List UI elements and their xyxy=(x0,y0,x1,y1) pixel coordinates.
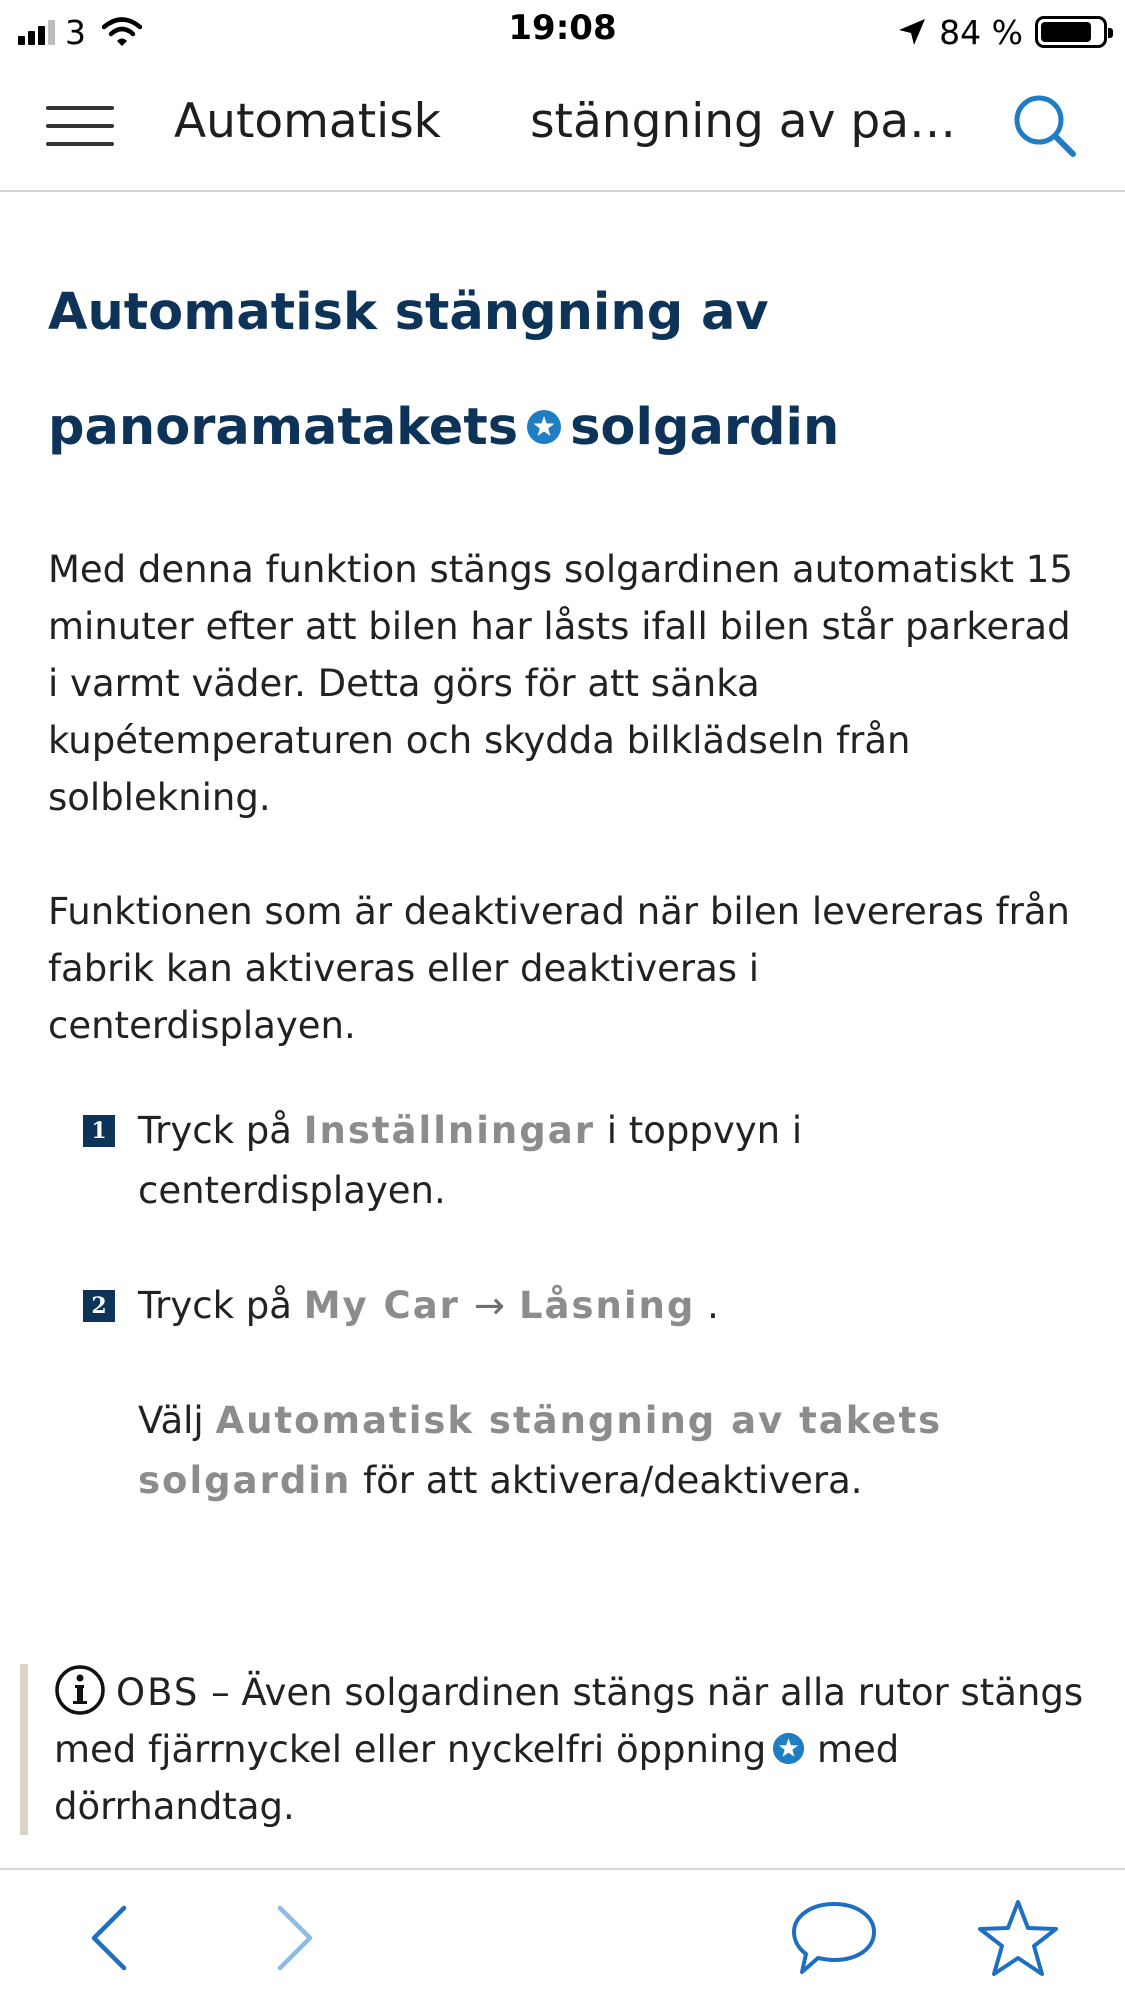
intro-paragraph: Med denna funktion stängs solgardinen automatiskt 15 minuter efter att bilen har låsts ifall bilen står parkerad i varmt väder. Detta görs för att sänka kupétemperaturen och skydda bilklädseln från solblekning. xyxy=(48,548,1073,819)
bottom-toolbar xyxy=(0,1868,1125,2001)
step-1-post: i toppvyn i centerdisplayen. xyxy=(138,1109,803,1212)
article-title xyxy=(48,255,1078,485)
comment-icon[interactable] xyxy=(788,1898,880,1978)
status-time: 19:08 xyxy=(508,8,617,48)
battery-level-fill xyxy=(1041,22,1091,42)
article-content xyxy=(48,192,1078,1511)
substep-pre: Välj xyxy=(138,1399,216,1442)
substep-post: för att aktivera/deaktivera. xyxy=(363,1459,863,1502)
battery-icon xyxy=(1035,16,1107,48)
steps-list xyxy=(83,1101,1078,1511)
favorite-star-icon[interactable] xyxy=(976,1898,1060,1978)
star-badge-icon[interactable] xyxy=(772,1732,805,1765)
menu-icon[interactable] xyxy=(46,102,114,150)
back-chevron-icon[interactable] xyxy=(80,1904,140,1972)
step-1 xyxy=(83,1101,1078,1221)
activation-paragraph: Funktionen som är deaktiverad när bilen levereras från fabrik kan aktiveras eller deaktiveras i centerdisplayen. xyxy=(48,890,1070,1047)
note-text-end: med dörrhandtag. xyxy=(54,1728,900,1828)
step-2-arrow: → xyxy=(473,1284,505,1327)
step-1-pre: Tryck på xyxy=(138,1109,304,1152)
note-dash: – xyxy=(199,1671,242,1714)
location-arrow-icon xyxy=(897,17,927,47)
step-2-highlight-mycar: My Car xyxy=(303,1284,460,1327)
article-title-end: solgardin xyxy=(570,398,840,457)
battery-cap xyxy=(1108,28,1113,38)
status-right xyxy=(897,10,1107,54)
header-title-part2: stängning av pa… xyxy=(530,94,956,149)
step-2 xyxy=(83,1276,1078,1511)
substep-highlight: Automatisk stängning av takets solgardin xyxy=(138,1399,943,1502)
header-title-part1: Automatisk xyxy=(174,94,441,149)
carrier-name: 3 xyxy=(65,12,86,52)
article-title-line1: Automatisk stängning av xyxy=(48,283,769,342)
note-text: Även solgardinen stängs när alla rutor stängs med fjärrnyckel eller nyckelfri öppning xyxy=(54,1671,1084,1771)
step-1-number: 1 xyxy=(83,1115,115,1147)
battery-percentage: 84 % xyxy=(939,12,1023,52)
status-bar xyxy=(0,0,1125,62)
header-title xyxy=(174,94,956,158)
step-2-number: 2 xyxy=(83,1290,115,1322)
step-2-highlight-lasning: Låsning xyxy=(518,1284,696,1327)
info-icon xyxy=(54,1664,106,1716)
step-2-post: . xyxy=(695,1284,719,1327)
step-2-substep xyxy=(138,1391,1078,1511)
forward-chevron-icon[interactable] xyxy=(264,1904,324,1972)
obs-note xyxy=(20,1664,1100,1835)
step-1-highlight: Inställningar xyxy=(303,1109,595,1152)
star-badge-icon[interactable] xyxy=(526,409,562,445)
app-header xyxy=(0,62,1125,192)
step-2-pre: Tryck på xyxy=(138,1284,304,1327)
search-icon[interactable] xyxy=(1011,92,1079,160)
article-title-word: panoramatakets xyxy=(48,398,519,457)
note-label: OBS xyxy=(116,1671,200,1714)
